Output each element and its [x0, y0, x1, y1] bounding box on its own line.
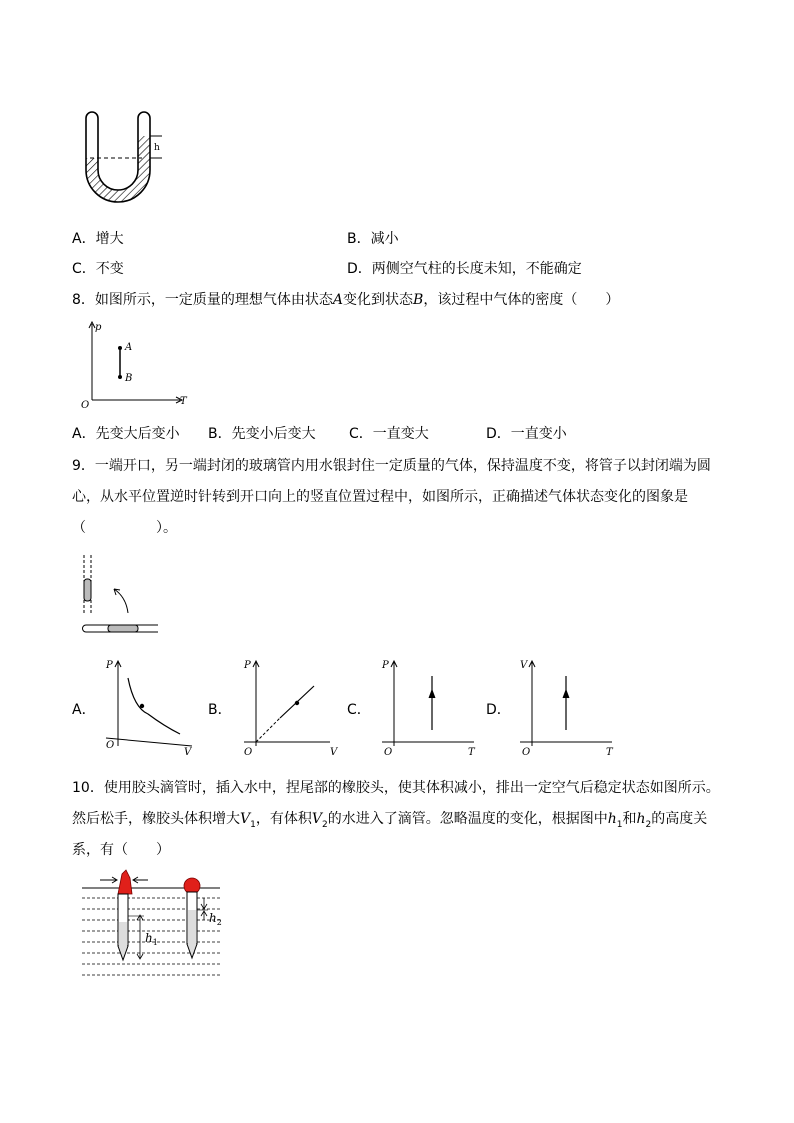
q10-line2-mid2: 的水进入了滴管。忽略温度的变化，根据图中 [327, 811, 608, 827]
q9c-axis-t: T [468, 747, 475, 758]
q9b-origin: O [244, 747, 253, 758]
fig-h1-label [145, 931, 158, 947]
q9d-origin: O [522, 747, 531, 758]
q9c-axis-p: P [382, 660, 389, 671]
q10-h2: h [636, 811, 646, 827]
q9-graph-c [380, 658, 480, 756]
q9a-origin: O [106, 740, 115, 751]
q8-option-c: C．一直变大 [349, 426, 429, 442]
q10-line2-pre: 然后松手，橡胶头体积增大 [72, 811, 240, 827]
q9b-axis-v: V [330, 747, 338, 758]
q8-state-a: A [332, 292, 344, 308]
q9-stem-line1: 9．一端开口，另一端封闭的玻璃管内用水银封住一定质量的气体，保持温度不变，将管子以封闭端为圆 [72, 458, 711, 474]
q7-option-a: A．增大 [72, 231, 124, 247]
q9a-axis-p: P [106, 660, 113, 671]
q8-point-b: B [125, 373, 133, 384]
q10-h2-sub: 2 [645, 819, 652, 830]
q7-option-c: C．不变 [72, 261, 124, 277]
q8-option-d: D．一直变小 [486, 426, 567, 442]
q10-line2-mid: ，有体积 [255, 811, 312, 827]
q8-axis-t: T [180, 396, 187, 407]
q10-line3: 系，有（ ） [72, 842, 170, 858]
q10-v2: V [311, 811, 322, 827]
q10-h1: h [607, 811, 617, 827]
q9-graph-d [518, 658, 618, 756]
q8-stem-post: ，该过程中气体的密度（ ） [423, 292, 620, 308]
q8-stem [72, 290, 619, 310]
q9b-axis-p: P [244, 660, 251, 671]
fig-h2-sub: 2 [216, 918, 222, 927]
q8-point-a: A [125, 342, 133, 353]
q8-stem-pre: 8．如图所示，一定质量的理想气体由状态 [72, 292, 333, 308]
q9-tube-figure [78, 553, 168, 637]
fig-h2: h [209, 911, 217, 925]
q8-option-a: A．先变大后变小 [72, 426, 180, 442]
q10-line2-and: 和 [622, 811, 637, 827]
u-tube-figure [80, 108, 170, 208]
q10-dropper-figure [82, 868, 224, 984]
q8-state-b: B [413, 292, 424, 308]
fig-h1: h [145, 931, 153, 945]
q9-option-a-label: A． [72, 702, 96, 718]
q9-stem-line2: 心，从水平位置逆时针转到开口向上的竖直位置过程中，如图所示，正确描述气体状态变化的图象是 [72, 489, 688, 505]
q10-h1-sub: 1 [616, 819, 623, 830]
h-label: h [154, 143, 160, 153]
fig-h1-sub: 1 [152, 938, 158, 947]
q8-stem-mid: 变化到状态 [343, 292, 414, 308]
fig-h2-label [209, 911, 222, 927]
q8-p-t-graph [78, 320, 193, 412]
q8-axis-p: p [95, 322, 102, 333]
q8-origin: O [81, 400, 90, 411]
q8-option-b: B．先变小后变大 [208, 426, 316, 442]
q10-line1: 10．使用胶头滴管时，插入水中，捏尾部的橡胶头，使其体积减小，排出一定空气后稳定状态如图所示。 [72, 780, 720, 796]
q9-option-c-label: C． [347, 702, 371, 718]
q9-stem-line3: （ ）。 [72, 520, 177, 536]
q7-option-d: D．两侧空气柱的长度未知，不能确定 [347, 261, 582, 277]
q9-graph-b [240, 658, 340, 756]
q9c-origin: O [384, 747, 393, 758]
q7-option-b: B．减小 [347, 231, 399, 247]
q9-graph-a [104, 658, 196, 756]
q10-line2 [72, 809, 707, 835]
q9-option-d-label: D． [486, 702, 511, 718]
q9d-axis-v: V [520, 660, 528, 671]
q10-v2-sub: 2 [321, 819, 328, 830]
q10-v1: V [240, 811, 251, 827]
q10-v1-sub: 1 [250, 819, 256, 830]
q9d-axis-t: T [606, 747, 613, 758]
q9a-axis-v: V [184, 747, 192, 758]
q10-line2-post: 的高度关 [651, 811, 708, 827]
q9-option-b-label: B． [208, 702, 232, 718]
